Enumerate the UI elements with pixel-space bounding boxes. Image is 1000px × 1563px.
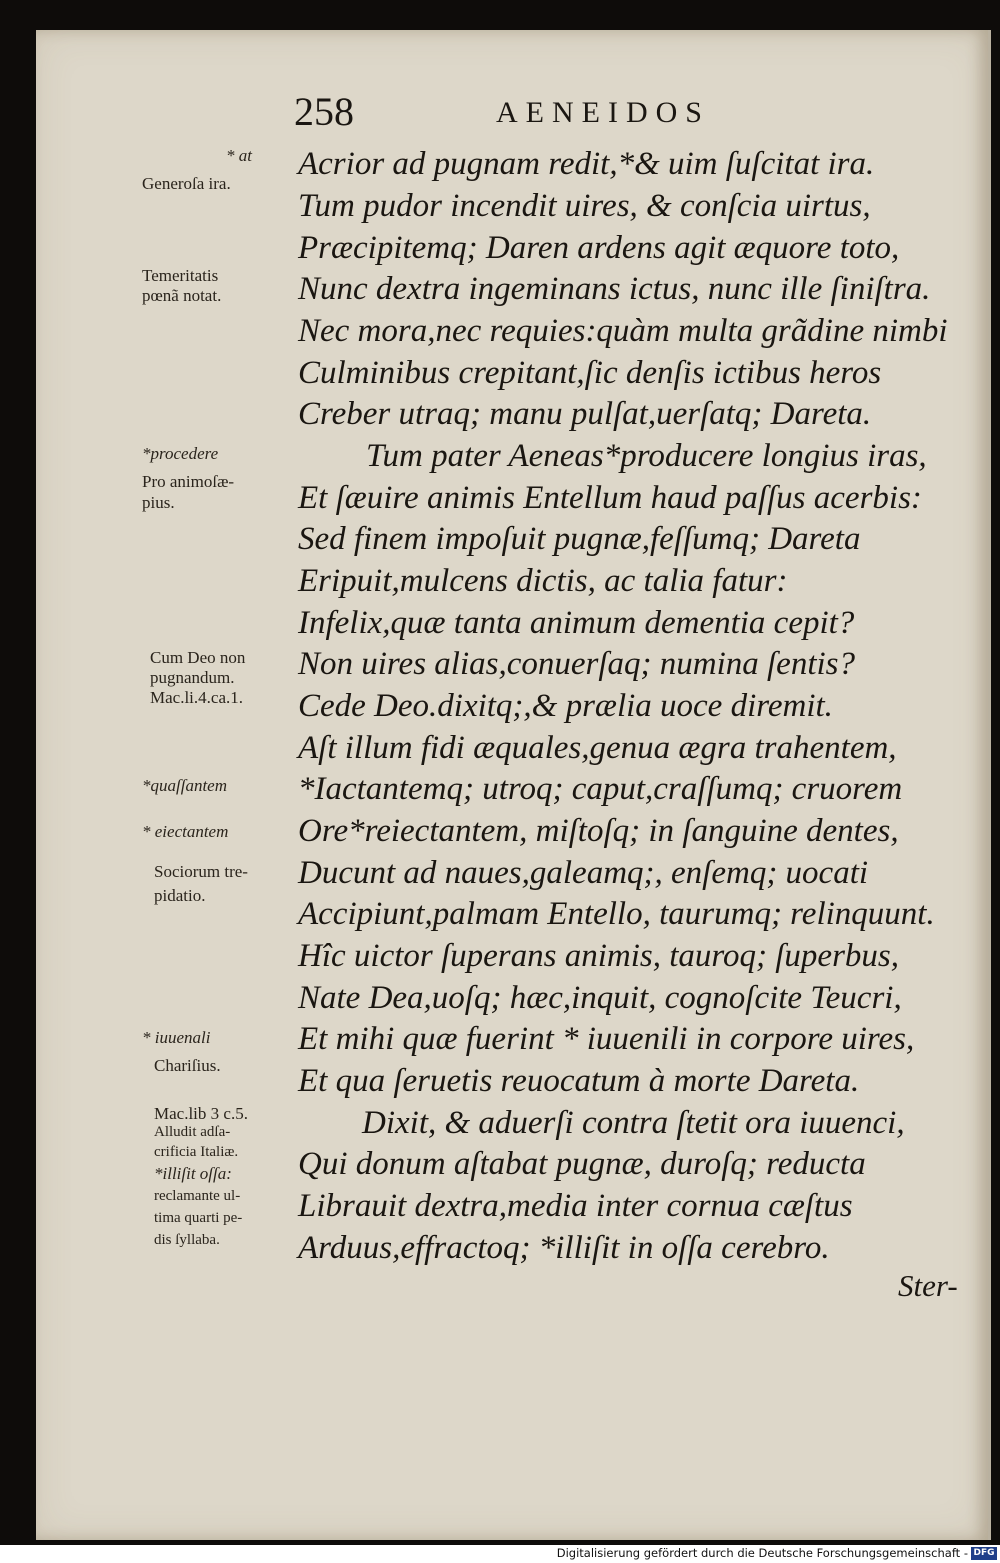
margin-note: Mac.li.4.ca.1. [150,688,243,707]
margin-note: pius. [142,493,175,512]
verse-line: *Iactantemq; utroq; caput,craſſumq; cruorem [298,771,903,807]
verse-line: Nunc dextra ingeminans ictus, nunc ille ſiniſtra. [298,271,931,307]
verse-line: Infelix,quæ tanta animum dementia cepit? [298,605,855,641]
verse-line: Et mihi quæ fuerint * iuuenili in corpore uires, [298,1021,915,1057]
verse-line: Sed finem impoſuit pugnæ,feſſumq; Dareta [298,521,861,557]
verse-line: Arduus,effractoq; *illiſit in oſſa cerebro. [298,1230,830,1266]
verse-line: Accipiunt,palmam Entello, taurumq; relinquunt. [298,896,935,932]
catchword: Ster- [898,1268,958,1303]
margin-note: Pro animoſæ- [142,472,235,491]
verse-line: Nec mora,nec requies:quàm multa grãdine nimbi [298,313,948,349]
margin-note: * eiectantem [142,822,229,841]
verse-line: Et ſæuire animis Entellum haud paſſus acerbis: [298,480,922,516]
verse-line: Tum pater Aeneas*producere longius iras, [366,438,927,474]
margin-note: crificia Italiæ. [154,1144,239,1160]
margin-note: Mac.lib 3 c.5. [154,1104,248,1123]
page-header [36,88,988,148]
margin-note: * at [226,146,252,165]
page-number: 258 [294,89,354,134]
verse-line: Et qua ſeruetis reuocatum à morte Dareta. [298,1063,860,1099]
margin-note: dis ſyllaba. [154,1232,220,1248]
margin-note: Sociorum tre- [154,862,248,881]
verse-line: Non uires alias,conuerſaq; numina ſentis? [298,646,856,682]
margin-note: *procedere [142,444,219,463]
verse-line: Culminibus crepitant,ſic denſis ictibus heros [298,355,882,391]
margin-note: *quaſſantem [142,776,227,795]
verse-line: Aſt illum fidi æquales,genua ægra trahentem, [298,730,897,766]
verse-line: Eripuit,mulcens dictis, ac talia fatur: [298,563,788,599]
margin-note: *illiſit oſſa: [154,1164,232,1183]
verse-line: Hîc uictor ſuperans animis, tauroq; ſuperbus, [298,938,900,974]
margin-note: pidatio. [154,886,206,905]
margin-note: Generoſa ira. [142,174,231,193]
verse-line: Qui donum aſtabat pugnæ, duroſq; reducta [298,1146,866,1182]
margin-note: * iuuenali [142,1028,211,1047]
margin-note: Cum Deo non [150,648,246,667]
verse-line: Ducunt ad naues,galeamq;, enſemq; uocati [298,855,869,891]
margin-note: pugnandum. [150,668,235,687]
verse-line: Nate Dea,uoſq; hæc,inquit, cognoſcite Teucri, [298,980,902,1016]
margin-note: Temeritatis [142,266,219,285]
margin-note: Alludit adſa- [154,1124,231,1140]
verse-line: Acrior ad pugnam redit,*& uim ſuſcitat ira. [298,146,875,182]
verse-line: Ore*reiectantem, miſtoſq; in ſanguine dentes, [298,813,899,849]
margin-note: reclamante ul- [154,1188,241,1204]
margin-note: pœnã notat. [142,286,222,305]
verse-line: Librauit dextra,media inter cornua cæſtus [298,1188,853,1224]
verse-line: Tum pudor incendit uires, & conſcia uirtus, [298,188,871,224]
verse-line: Dixit, & aduerſi contra ſtetit ora iuuenci, [362,1105,905,1141]
margin-note: tima quarti pe- [154,1210,243,1226]
dfg-logo-icon: DFG [971,1547,997,1560]
footer-credit: Digitalisierung gefördert durch die Deutsche Forschungsgemeinschaft - [556,1546,968,1560]
book-page [36,30,991,1540]
verse-line: Cede Deo.dixitq;,& prælia uoce diremit. [298,688,833,724]
verse-line: Creber utraq; manu pulſat,uerſatq; Dareta. [298,396,872,432]
verse-line: Præcipitemq; Daren ardens agit æquore toto, [298,230,900,266]
running-title: AENEIDOS [496,96,710,129]
footer-bar [0,1545,1000,1563]
margin-note: Chariſius. [154,1056,221,1075]
